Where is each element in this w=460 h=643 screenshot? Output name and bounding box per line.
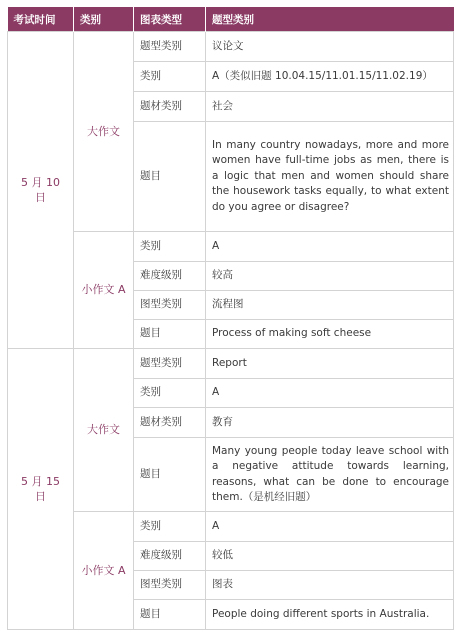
row-label: 题材类别	[134, 408, 206, 438]
row-label: 图型类别	[134, 291, 206, 320]
exam-topics-table	[7, 7, 454, 630]
row-label: 难度级别	[134, 542, 206, 571]
table-row	[8, 32, 454, 62]
header-chart-type: 图表类型	[134, 7, 206, 32]
row-label: 题目	[134, 122, 206, 232]
header-exam-time: 考试时间	[8, 7, 74, 32]
row-value: Report	[206, 349, 454, 379]
row-value: 图表	[206, 571, 454, 600]
row-value: 流程图	[206, 291, 454, 320]
row-value: A	[206, 379, 454, 408]
row-label: 难度级别	[134, 262, 206, 291]
row-label: 题型类别	[134, 32, 206, 62]
row-value: In many country nowadays, more and more women have full-time jobs as men, there is a logic that men and women should share the housework tasks equally, to what extent do you agree or disagree?	[206, 122, 454, 232]
row-value: 议论文	[206, 32, 454, 62]
row-value: Many young people today leave school with a negative attitude towards learning, reasons, what can be done to encourage them.（是机经旧题）	[206, 438, 454, 512]
header-category: 类别	[74, 7, 134, 32]
table-row	[8, 349, 454, 379]
row-label: 类别	[134, 512, 206, 542]
row-label: 题材类别	[134, 92, 206, 122]
row-value: People doing different sports in Australia.	[206, 600, 454, 630]
row-label: 题目	[134, 600, 206, 630]
row-value: A（类似旧题 10.04.15/11.01.15/11.02.19）	[206, 62, 454, 92]
row-value: A	[206, 232, 454, 262]
row-label: 类别	[134, 232, 206, 262]
category-cell: 小作文 A	[74, 232, 134, 349]
header-question-type: 题型类别	[206, 7, 454, 32]
category-cell: 大作文	[74, 32, 134, 232]
category-cell: 小作文 A	[74, 512, 134, 630]
table-row	[8, 232, 454, 262]
date-cell: 5 月 15 日	[8, 349, 74, 630]
row-value: 社会	[206, 92, 454, 122]
row-label: 题目	[134, 438, 206, 512]
date-cell: 5 月 10 日	[8, 32, 74, 349]
row-value: 较高	[206, 262, 454, 291]
row-label: 类别	[134, 379, 206, 408]
category-cell: 大作文	[74, 349, 134, 512]
row-value: A	[206, 512, 454, 542]
row-value: Process of making soft cheese	[206, 320, 454, 349]
table-row	[8, 512, 454, 542]
row-value: 教育	[206, 408, 454, 438]
row-label: 类别	[134, 62, 206, 92]
row-label: 题目	[134, 320, 206, 349]
row-label: 图型类别	[134, 571, 206, 600]
row-value: 较低	[206, 542, 454, 571]
row-label: 题型类别	[134, 349, 206, 379]
table-header-row	[8, 7, 454, 32]
